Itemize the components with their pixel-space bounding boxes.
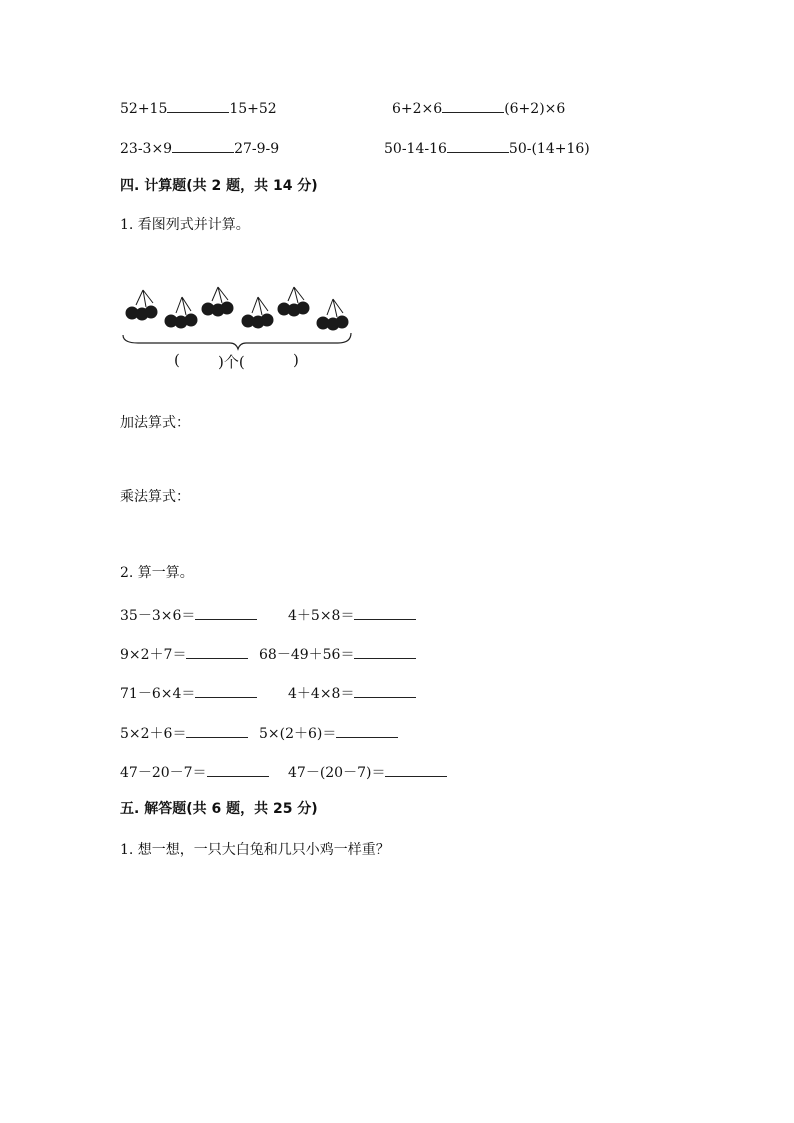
calc-item [288, 762, 447, 782]
answer-blank[interactable] [195, 683, 257, 698]
addition-label: 加法算式： [120, 415, 190, 431]
question-title: 1. 看图列式并计算。 [120, 217, 250, 233]
expression-right: 27-9-9 [234, 141, 280, 157]
answer-blank[interactable] [172, 138, 234, 153]
expression-left: 23-3×9 [120, 141, 173, 157]
answer-blank[interactable] [207, 762, 269, 777]
expression-right: 15+52 [229, 101, 277, 117]
answer-blank[interactable] [167, 98, 229, 113]
multiplication-label: 乘法算式： [120, 489, 190, 505]
answer-blank[interactable] [186, 723, 248, 738]
cherry-bunch-icon [126, 290, 157, 320]
calc-item [120, 723, 248, 743]
cherries-illustration [118, 285, 363, 355]
answer-blank[interactable] [336, 723, 398, 738]
calc-item [259, 644, 416, 664]
comparison-item [120, 138, 279, 158]
calc-expression: 47－20－7＝ [120, 765, 207, 781]
section-title: 五. 解答题(共 6 题，共 25 分) [120, 801, 318, 817]
section-title: 四. 计算题(共 2 题，共 14 分) [120, 178, 318, 194]
cherry-bunch-icon [317, 299, 348, 330]
answer-blank[interactable] [442, 98, 504, 113]
calc-expression: 47－(20－7)＝ [288, 765, 386, 781]
expression-left: 50-14-16 [384, 141, 447, 157]
calc-expression: 68－49＋56＝ [259, 647, 355, 663]
calc-expression: 5×(2＋6)＝ [259, 726, 337, 742]
calc-expression: 4＋4×8＝ [288, 686, 355, 702]
calc-expression: 4＋5×8＝ [288, 608, 355, 624]
answer-blank[interactable] [447, 138, 509, 153]
expression-right: 50-(14+16) [508, 141, 590, 157]
answer-blank[interactable] [354, 644, 416, 659]
answer-blank[interactable] [186, 644, 248, 659]
comparison-item [392, 98, 565, 118]
calc-item [120, 683, 257, 703]
comparison-item [120, 98, 277, 118]
calc-item [120, 644, 248, 664]
expression-right: (6+2)×6 [504, 101, 566, 117]
expression-left: 6+2×6 [392, 101, 443, 117]
expression-left: 52+15 [120, 101, 168, 117]
calc-item [120, 605, 257, 625]
calc-item [288, 683, 416, 703]
cherry-bunch-icon [278, 287, 309, 316]
answer-blank[interactable] [195, 605, 257, 620]
cherry-bunch-icon [202, 287, 233, 316]
question-title: 2. 算一算。 [120, 565, 194, 581]
comparison-item [384, 138, 590, 158]
cherry-figure [118, 285, 363, 375]
count-paren-unit: )个( [218, 353, 245, 371]
count-paren-close: ) [293, 351, 299, 369]
question-title: 1. 想一想，一只大白兔和几只小鸡一样重？ [120, 842, 390, 858]
calc-expression: 5×2＋6＝ [120, 726, 187, 742]
calc-item [288, 605, 416, 625]
answer-blank[interactable] [385, 762, 447, 777]
answer-blank[interactable] [354, 683, 416, 698]
answer-blank[interactable] [354, 605, 416, 620]
count-paren-open: ( [174, 351, 180, 369]
cherry-bunch-icon [242, 297, 273, 328]
calc-expression: 35－3×6＝ [120, 608, 196, 624]
calc-expression: 71－6×4＝ [120, 686, 196, 702]
calc-expression: 9×2＋7＝ [120, 647, 187, 663]
brace-icon [123, 333, 351, 349]
cherry-bunch-icon [165, 297, 197, 328]
calc-item [120, 762, 269, 782]
calc-item [259, 723, 398, 743]
